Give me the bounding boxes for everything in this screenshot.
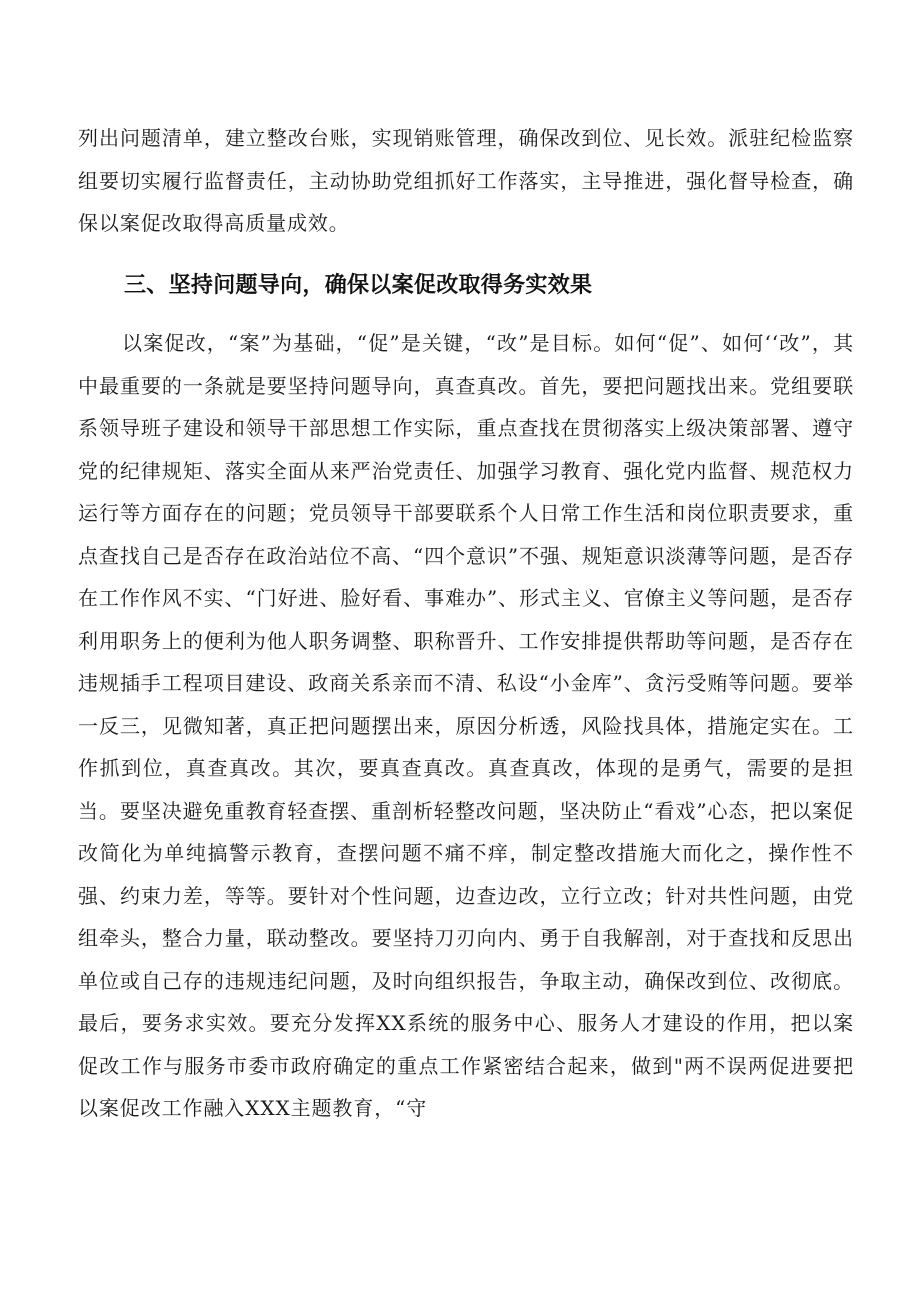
body-paragraph: 列出问题清单，建立整改台账，实现销账管理，确保改到位、见长效。派驻纪检监察组要切实履行监督责任，主动协助党组抓好工作落实，主导推进，强化督导检查，确保以案促改取得高质量成效。 [78,126,854,235]
section-heading: 三、坚持问题导向，确保以案促改取得务实效果 [124,273,593,298]
body-paragraph: 以案促改，“案”为基础，“促”是关键，“改”是目标。如何“促”、如何‘‘改”，其中最重要的一条就是要坚持问题导向，真查真改。首先，要把问题找出来。党组要联系领导班子建设和领导干部思想工作实际，重点查找在贯彻落实上级决策部署、遵守党的纪律规矩、落实全面从来严治党责任、加强学习教育、强化党内监督、规范权力运行等方面存在的问题；党员领导干部要联系个人日常工作生活和岗位职责要求，重点查找自己是否存在政治站位不高、“四个意识”不强、规矩意识淡薄等问题，是否存在工作作风不实、“门好进、脸好看、事难办”、形式主义、官僚主义等问题，是否存利用职务上的便利为他人职务调整、职称晋升、工作安排提供帮助等问题，是否存在违规插手工程项目建设、政商关系亲而不清、私设“小金库”、贪污受贿等问题。要举一反三，见微知著，真正把问题摆出来，原因分析透，风险找具体，措施定实在。工作抓到位，真查真改。其次，要真查真改。真查真改，体现的是勇气，需要的是担当。要坚决避免重教育轻查摆、重剖析轻整改问题，坚决防止“看戏”心态，把以案促改简化为单纯搞警示教育，查摆问题不痛不痒，制定整改措施大而化之，操作性不强、约束力差，等等。要针对个性问题，边查边改，立行立改；针对共性问题，由党组牵头，整合力量，联动整改。要坚持刀刃向内、勇于自我解剖，对于查找和反思出单位或自己存的违规违纪问题，及时向组织报告，争取主动，确保改到位、改彻底。最后，要务求实效。要充分发挥XX系统的服务中心、服务人才建设的作用，把以案促改工作与服务市委市政府确定的重点工作紧密结合起来，做到"两不误两促进要把以案促改工作融入XXX主题教育，“守 [78,331,854,1120]
